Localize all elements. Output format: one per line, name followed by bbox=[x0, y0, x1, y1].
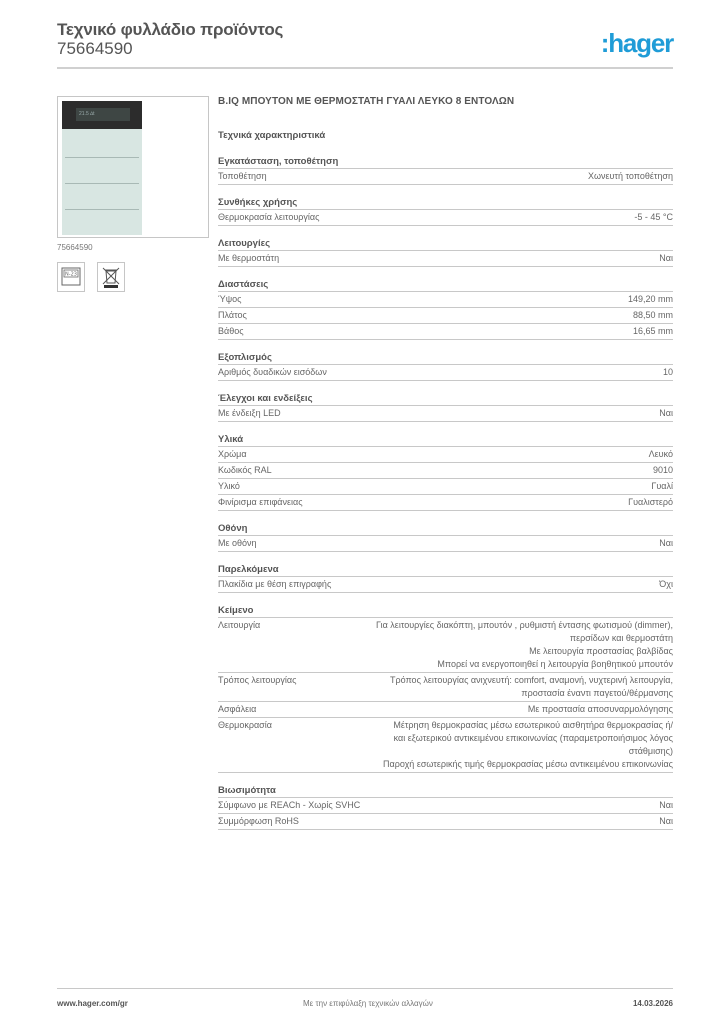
spec-value: Ναι bbox=[659, 816, 673, 826]
spec-row bbox=[218, 210, 673, 226]
spec-row bbox=[218, 718, 673, 773]
specifications-content bbox=[218, 96, 673, 830]
spec-row bbox=[218, 479, 673, 495]
spec-row bbox=[218, 463, 673, 479]
page-header bbox=[57, 20, 673, 70]
spec-label: Με ένδειξη LED bbox=[218, 408, 281, 418]
spec-label: Σύμφωνο με REACh - Χωρίς SVHC bbox=[218, 800, 361, 810]
spec-value-line: Μπορεί να ενεργοποιηθεί η λειτουργία βοηθητικού μπουτόν bbox=[437, 659, 673, 669]
spec-value-line: Τρόπος λειτουργίας ανιχνευτή: comfort, αναμονή, νυχτερινή λειτουργία, bbox=[389, 675, 673, 685]
weee-crossed-bin-icon bbox=[97, 262, 125, 292]
spec-value-line: και εξωτερικού αντικειμένου επικοινωνίας (παραμετροποιήσιμος λόγος bbox=[393, 733, 673, 743]
spec-value bbox=[348, 619, 673, 671]
section-controls-indicators bbox=[218, 392, 673, 422]
spec-row bbox=[218, 324, 673, 340]
section-header: Βιωσιμότητα bbox=[218, 784, 673, 798]
section-header: Λειτουργίες bbox=[218, 237, 673, 251]
spec-value-line: Με λειτουργία προστασίας βαλβίδας bbox=[529, 646, 673, 656]
section-accessories bbox=[218, 563, 673, 593]
spec-row bbox=[218, 495, 673, 511]
section-header: Υλικά bbox=[218, 433, 673, 447]
spec-label: Ύψος bbox=[218, 294, 242, 304]
spec-row bbox=[218, 702, 673, 718]
section-header: Οθόνη bbox=[218, 522, 673, 536]
spec-label: Αριθμός δυαδικών εισόδων bbox=[218, 367, 327, 377]
section-header: Εξοπλισμός bbox=[218, 351, 673, 365]
spec-value: Γυαλί bbox=[651, 481, 673, 491]
spec-row bbox=[218, 814, 673, 830]
product-code-caption: 75664590 bbox=[57, 243, 93, 252]
spec-row bbox=[218, 365, 673, 381]
spec-value-line: Για λειτουργίες διακόπτη, μπουτόν , ρυθμιστή έντασης φωτισμού (dimmer), bbox=[376, 620, 673, 630]
spec-label: Υλικό bbox=[218, 481, 240, 491]
specs-title: Τεχνικά χαρακτηριστικά bbox=[218, 130, 326, 141]
spec-value: Ναι bbox=[659, 538, 673, 548]
spec-value-line: προστασία έναντι παγετού/θέρμανσης bbox=[521, 688, 673, 698]
document-title: Τεχνικό φυλλάδιο προϊόντος bbox=[57, 20, 284, 39]
spec-row bbox=[218, 169, 673, 185]
spec-value-line: Μέτρηση θερμοκρασίας μέσω εσωτερικού αισθητήρα θερμοκρασίας ή/ bbox=[393, 720, 673, 730]
spec-value: Χωνευτή τοποθέτηση bbox=[587, 171, 673, 181]
spec-row bbox=[218, 798, 673, 814]
spec-value: Λευκό bbox=[648, 449, 673, 459]
spec-row bbox=[218, 673, 673, 702]
section-header: Εγκατάσταση, τοποθέτηση bbox=[218, 155, 673, 169]
spec-row bbox=[218, 536, 673, 552]
display-device-icon bbox=[57, 262, 85, 292]
spec-row bbox=[218, 308, 673, 324]
spec-label: Κωδικός RAL bbox=[218, 465, 272, 475]
spec-value bbox=[348, 674, 673, 700]
footer-divider bbox=[57, 988, 673, 989]
section-installation bbox=[218, 155, 673, 185]
spec-value: Με προστασία αποσυναρμολόγησης bbox=[527, 704, 673, 714]
button-divider bbox=[65, 183, 139, 184]
spec-label: Με θερμοστάτη bbox=[218, 253, 280, 263]
spec-label: Θερμοκρασία bbox=[218, 720, 272, 730]
spec-label: Πλακίδια με θέση επιγραφής bbox=[218, 579, 332, 589]
section-usage-conditions bbox=[218, 196, 673, 226]
spec-value: 149,20 mm bbox=[627, 294, 673, 304]
button-divider bbox=[65, 157, 139, 158]
spec-label: Φινίρισμα επιφάνειας bbox=[218, 497, 303, 507]
spec-row bbox=[218, 251, 673, 267]
svg-text:N-23: N-23 bbox=[65, 271, 77, 278]
spec-value: Γυαλιστερό bbox=[628, 497, 673, 507]
hager-logo: :hager bbox=[600, 28, 673, 58]
spec-label: Πλάτος bbox=[218, 310, 247, 320]
spec-value: Ναι bbox=[659, 408, 673, 418]
spec-row bbox=[218, 292, 673, 308]
spec-value: Ναι bbox=[659, 800, 673, 810]
product-device-illustration bbox=[62, 101, 142, 235]
spec-label: Συμμόρφωση RoHS bbox=[218, 816, 299, 826]
spec-label: Βάθος bbox=[218, 326, 244, 336]
spec-value: Όχι bbox=[659, 579, 673, 589]
spec-value: -5 - 45 °C bbox=[634, 212, 673, 222]
spec-label: Ασφάλεια bbox=[218, 704, 257, 714]
footer-date: 14.03.2026 bbox=[632, 999, 673, 1008]
section-header: Έλεγχοι και ενδείξεις bbox=[218, 392, 673, 406]
spec-row bbox=[218, 618, 673, 673]
spec-value: 9010 bbox=[652, 465, 673, 475]
product-name: Β.IQ ΜΠΟΥΤΟΝ ΜΕ ΘΕΡΜΟΣΤΑΤΗ ΓΥΑΛΙ ΛΕΥΚΟ 8 ΕΝΤΟΛΩΝ bbox=[218, 96, 515, 107]
spec-value: 10 bbox=[662, 367, 673, 377]
product-image bbox=[57, 96, 209, 238]
section-sustainability bbox=[218, 784, 673, 830]
spec-value: 16,65 mm bbox=[632, 326, 673, 336]
section-header: Κείμενο bbox=[218, 604, 673, 618]
spec-value bbox=[348, 719, 673, 771]
spec-label: Χρώμα bbox=[218, 449, 247, 459]
section-materials bbox=[218, 433, 673, 511]
device-display bbox=[62, 101, 142, 129]
section-equipment bbox=[218, 351, 673, 381]
section-functions bbox=[218, 237, 673, 267]
footer-disclaimer: Με την επιφύλαξη τεχνικών αλλαγών bbox=[303, 999, 433, 1008]
header-divider bbox=[57, 67, 673, 69]
spec-row bbox=[218, 406, 673, 422]
spec-label: Με οθόνη bbox=[218, 538, 257, 548]
spec-label: Λειτουργία bbox=[218, 620, 261, 630]
button-divider bbox=[65, 209, 139, 210]
spec-value-line: περσίδων και θερμοστάτη bbox=[569, 633, 673, 643]
spec-row bbox=[218, 577, 673, 593]
spec-row bbox=[218, 447, 673, 463]
footer-website-link[interactable]: www.hager.com/gr bbox=[57, 999, 128, 1008]
product-number: 75664590 bbox=[57, 39, 133, 58]
spec-value: Ναι bbox=[659, 253, 673, 263]
spec-value: 88,50 mm bbox=[632, 310, 673, 320]
section-text bbox=[218, 604, 673, 773]
spec-label: Τοποθέτηση bbox=[218, 171, 267, 181]
spec-label: Θερμοκρασία λειτουργίας bbox=[218, 212, 320, 222]
device-display-screen: 21.5 ∆t bbox=[76, 108, 130, 121]
spec-value-line: στάθμισης) bbox=[628, 746, 673, 756]
section-header: Διαστάσεις bbox=[218, 278, 673, 292]
spec-label: Τρόπος λειτουργίας bbox=[218, 675, 297, 685]
section-display bbox=[218, 522, 673, 552]
spec-value-line: Παροχή εσωτερικής τιμής θερμοκρασίας μέσω αντικειμένου επικοινωνίας bbox=[383, 759, 673, 769]
section-dimensions bbox=[218, 278, 673, 340]
section-header: Παρελκόμενα bbox=[218, 563, 673, 577]
section-header: Συνθήκες χρήσης bbox=[218, 196, 673, 210]
